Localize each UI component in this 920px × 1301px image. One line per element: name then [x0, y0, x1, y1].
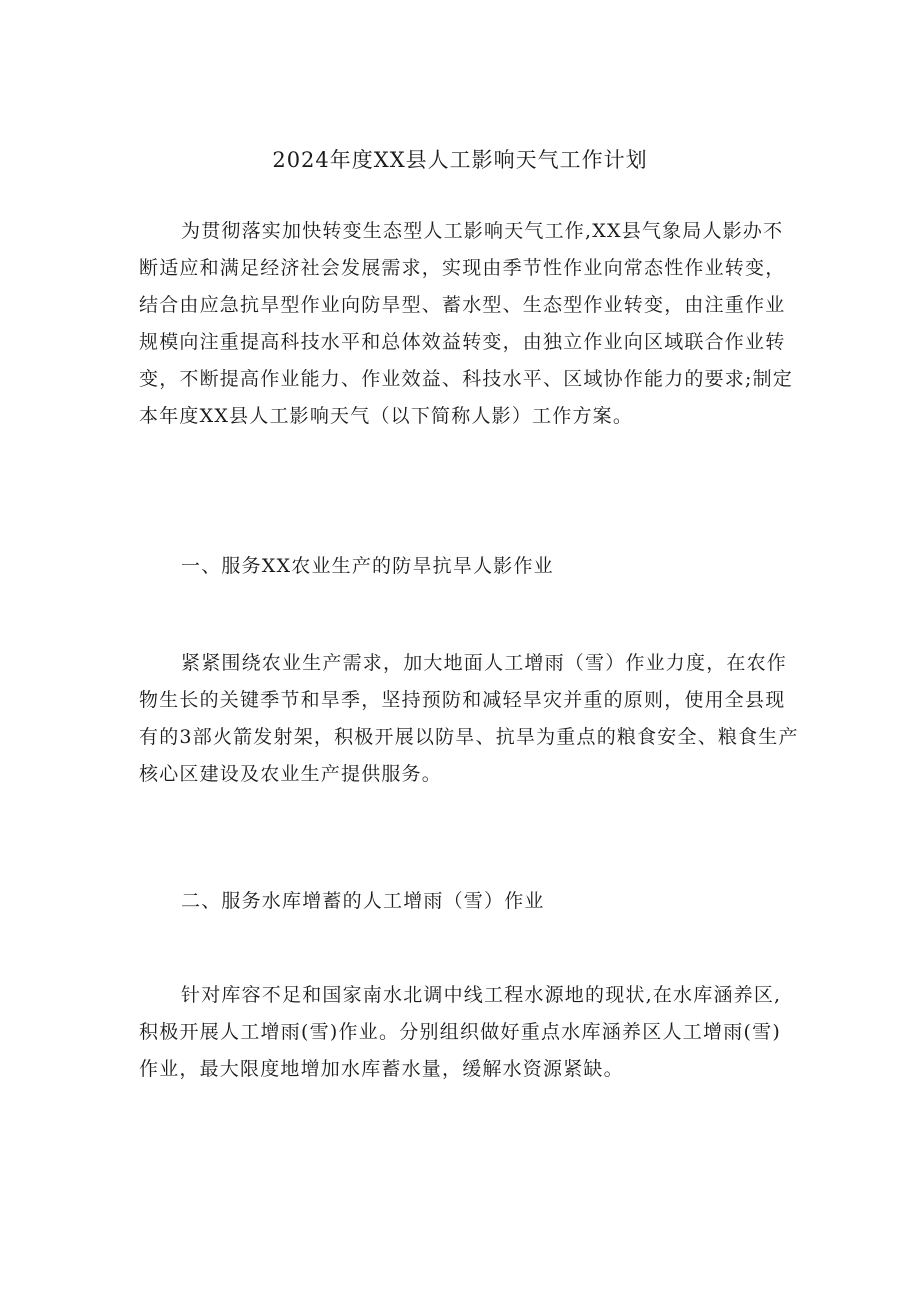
paragraph-line: 为贯彻落实加快转变生态型人工影响天气工作,XX县气象局人影办不	[181, 220, 784, 242]
document-title: 2024年度XX县人工影响天气工作计划	[272, 148, 648, 172]
paragraph-line: 物生长的关键季节和旱季，坚持预防和减轻旱灾并重的原则，使用全县现	[139, 689, 786, 711]
section-1-heading: 一、服务XX农业生产的防旱抗旱人影作业	[181, 555, 554, 577]
section-1-paragraph	[139, 645, 799, 793]
paragraph-line: 有的3部火箭发射架，积极开展以防旱、抗旱为重点的粮食安全、粮食生产	[139, 726, 799, 748]
paragraph-line: 积极开展人工增雨(雪)作业。分别组织做好重点水库涵养区人工增雨(雪)	[139, 1021, 781, 1043]
paragraph-line: 核心区建设及农业生产提供服务。	[139, 763, 443, 785]
paragraph-line: 针对库容不足和国家南水北调中线工程水源地的现状,在水库涵养区,	[181, 984, 782, 1006]
paragraph-line: 规模向注重提高科技水平和总体效益转变，由独立作业向区域联合作业转	[139, 331, 786, 353]
paragraph-line: 变，不断提高作业能力、作业效益、科技水平、区域协作能力的要求;制定	[139, 368, 794, 390]
paragraph-line: 作业，最大限度地增加水库蓄水量，缓解水资源紧缺。	[139, 1058, 624, 1080]
paragraph-line: 结合由应急抗旱型作业向防旱型、蓄水型、生态型作业转变，由注重作业	[139, 294, 786, 316]
paragraph-line: 断适应和满足经济社会发展需求，实现由季节性作业向常态性作业转变，	[139, 257, 786, 279]
paragraph-line: 本年度XX县人工影响天气（以下简称人影）工作方案。	[139, 405, 634, 427]
intro-paragraph	[139, 213, 794, 435]
section-2-paragraph	[139, 977, 781, 1088]
paragraph-line: 紧紧围绕农业生产需求，加大地面人工增雨（雪）作业力度，在农作	[181, 652, 788, 674]
section-2-heading: 二、服务水库增蓄的人工增雨（雪）作业	[181, 890, 545, 912]
